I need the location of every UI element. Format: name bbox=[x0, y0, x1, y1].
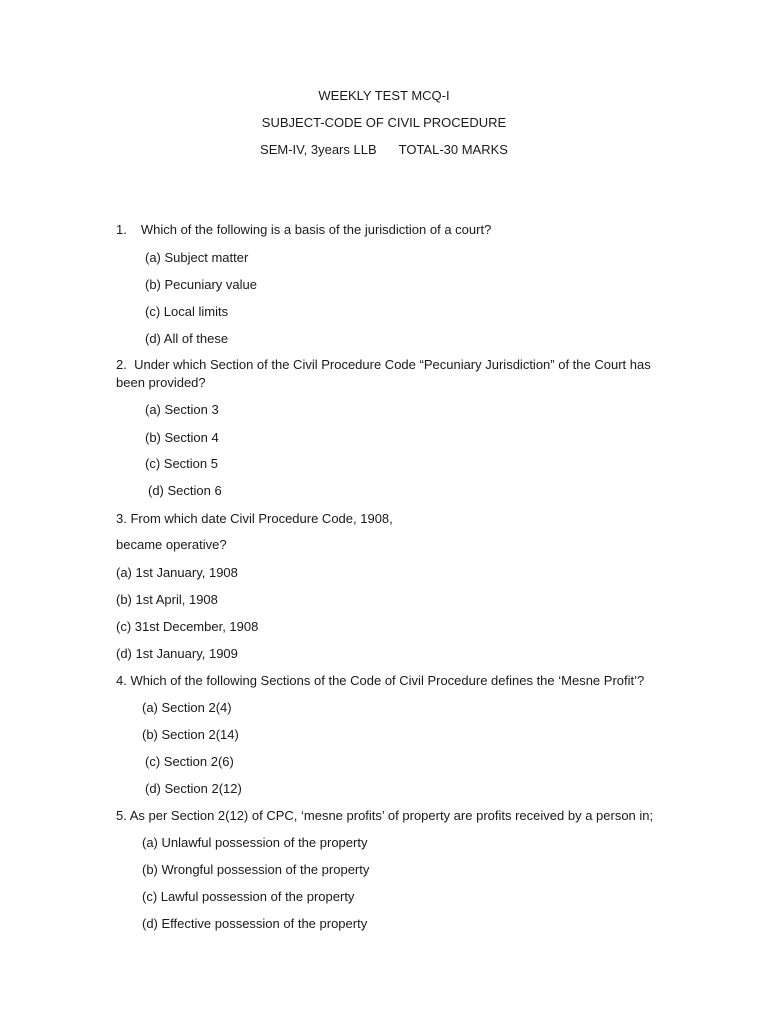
question-5 bbox=[116, 808, 653, 824]
option-3c: (c) 31st December, 1908 bbox=[116, 619, 259, 634]
option-4c: (c) Section 2(6) bbox=[145, 754, 234, 769]
question-1 bbox=[116, 222, 491, 238]
question-number: 1. bbox=[116, 222, 127, 237]
option-1d: (d) All of these bbox=[145, 331, 229, 346]
option-2a: (a) Section 3 bbox=[145, 402, 219, 417]
question-text: From which date Civil Procedure Code, 1908, bbox=[130, 511, 393, 526]
question-3 bbox=[116, 511, 393, 527]
total-marks-label: TOTAL-30 MARKS bbox=[398, 142, 508, 157]
option-1a: (a) Subject matter bbox=[145, 250, 249, 265]
option-1c: (c) Local limits bbox=[145, 304, 229, 319]
option-5a: (a) Unlawful possession of the property bbox=[142, 835, 368, 850]
question-text: Which of the following is a basis of the jurisdiction of a court? bbox=[140, 222, 492, 237]
question-4 bbox=[116, 673, 644, 689]
option-2b: (b) Section 4 bbox=[145, 430, 219, 445]
question-number: 5. bbox=[116, 808, 127, 823]
option-4d: (d) Section 2(12) bbox=[145, 781, 242, 796]
option-5d: (d) Effective possession of the property bbox=[142, 916, 368, 931]
option-2d: (d) Section 6 bbox=[148, 483, 222, 498]
question-text: As per Section 2(12) of CPC, ‘mesne profits’ of property are profits received by a person in; bbox=[129, 808, 654, 823]
question-2-continued: been provided? bbox=[116, 375, 206, 390]
option-3a: (a) 1st January, 1908 bbox=[116, 565, 238, 580]
subject-line: SUBJECT-CODE OF CIVIL PROCEDURE bbox=[261, 115, 507, 130]
question-2 bbox=[116, 357, 651, 373]
option-5c: (c) Lawful possession of the property bbox=[142, 889, 355, 904]
question-number: 2. bbox=[116, 357, 127, 372]
option-4b: (b) Section 2(14) bbox=[142, 727, 239, 742]
option-3b: (b) 1st April, 1908 bbox=[116, 592, 218, 607]
question-text: Under which Section of the Civil Procedure Code “Pecuniary Jurisdiction” of the Court has bbox=[134, 357, 651, 372]
option-3d: (d) 1st January, 1909 bbox=[116, 646, 238, 661]
question-number: 4. bbox=[116, 673, 127, 688]
header-meta bbox=[0, 142, 768, 158]
semester-label: SEM-IV, 3years LLB bbox=[260, 142, 377, 157]
question-number: 3. bbox=[116, 511, 127, 526]
question-3-continued: became operative? bbox=[116, 537, 227, 552]
option-1b: (b) Pecuniary value bbox=[145, 277, 257, 292]
option-5b: (b) Wrongful possession of the property bbox=[142, 862, 370, 877]
question-text: Which of the following Sections of the Code of Civil Procedure defines the ‘Mesne Profit’? bbox=[130, 673, 645, 688]
option-4a: (a) Section 2(4) bbox=[142, 700, 232, 715]
test-title: WEEKLY TEST MCQ-I bbox=[318, 88, 450, 103]
option-2c: (c) Section 5 bbox=[145, 456, 218, 471]
